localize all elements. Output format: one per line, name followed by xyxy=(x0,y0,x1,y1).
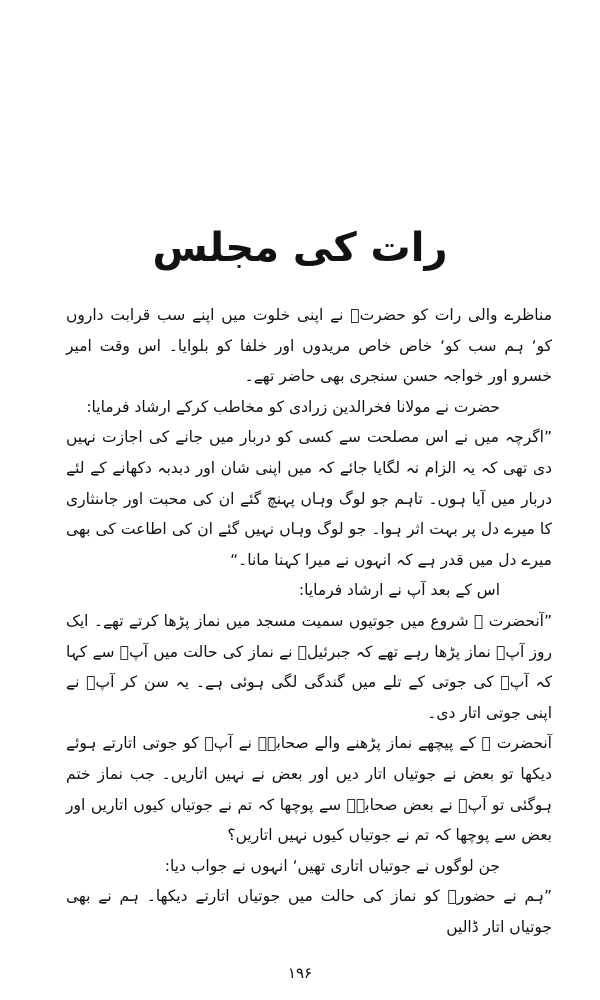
page-number: ۱۹۶ xyxy=(287,964,313,982)
paragraph-reply: ”ہم نے حضورؐ کو نماز کی حالت میں جوتیاں اتارتے دیکھا۔ ہم نے بھی جوتیاں اتار ڈالیں xyxy=(66,887,552,936)
page-body xyxy=(66,300,552,942)
chapter-title: رات کی مجلس xyxy=(152,225,448,271)
paragraph-address: حضرت نے مولانا فخرالدین زرادی کو مخاطب کرکے ارشاد فرمایا: xyxy=(86,397,500,416)
paragraph-reply-intro: جن لوگوں نے جوتیاں اتاری تھیں‘ انہوں نے جواب دیا: xyxy=(164,856,500,875)
paragraph-then: اس کے بعد آپ نے ارشاد فرمایا: xyxy=(298,581,500,600)
paragraph-companions: آنحضرت ﷺ کے پیچھے نماز پڑھنے والے صحابہؓ نے آپؐ کو جوتی اتارتے ہوئے دیکھا تو بعض نے جوتیاں اتار دیں اور بعض نے نہیں اتاریں۔ جب نماز ختم ہوگئی تو آپؐ نے بعض صحابہؓ سے پوچھا کہ تم نے جوتیاں کیوں اتاریں اور بعض سے پوچھا کہ تم نے جوتیاں کیوں نہیں اتاریں؟ xyxy=(66,734,552,845)
paragraph-intro: مناظرے والی رات کو حضرتؒ نے اپنی خلوت میں اپنے سب قرابت داروں کو‘ ہم سب کو‘ خاص خاص مریدوں اور خلفا کو بلوایا۔ اس وقت امیر خسرو اور خواجہ حسن سنجری بھی حاضر تھے۔ xyxy=(66,306,552,386)
paragraph-quote-1: ”اگرچہ میں نے اس مصلحت سے کسی کو دربار میں جانے کی اجازت نہیں دی تھی کہ یہ الزام نہ لگایا جائے کہ میں اپنی شان اور دبدبہ دکھانے کے لئے دربار میں آیا ہوں۔ تاہم جو لوگ وہاں پہنچ گئے ان کی محبت اور جاںنثاری کا میرے دل پر بہت اثر ہوا۔ جو لوگ وہاں نہیں گئے ان کی اطاعت کی بھی میرے دل میں قدر ہے کہ انہوں نے میرا کہنا مانا۔“ xyxy=(66,428,552,569)
paragraph-quote-2: ”آنحضرت ﷺ شروع میں جوتیوں سمیت مسجد میں نماز پڑھا کرتے تھے۔ ایک روز آپؐ نماز پڑھا رہے تھے کہ جبرئیلؑ نے نماز کی حالت میں آپؐ سے کہا کہ آپؐ کی جوتی کے تلے میں گندگی لگی ہوئی ہے۔ یہ سن کر آپؐ نے اپنی جوتی اتار دی۔ xyxy=(66,611,552,722)
